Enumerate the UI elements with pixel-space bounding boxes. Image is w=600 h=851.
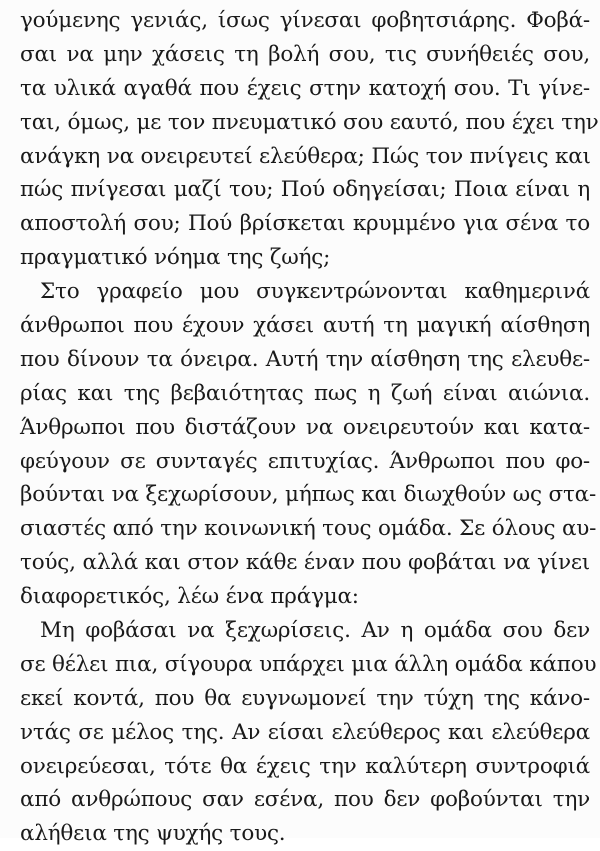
paragraph-3 xyxy=(20,614,597,851)
text-line: ρίας και της βεβαιότητας πως η ζωή είναι αιώνια. xyxy=(20,380,590,406)
text-line: διαφορετικός, λέω ένα πράγμα: xyxy=(20,584,359,610)
text-line: σιαστές από την κοινωνική τους ομάδα. Σε όλους αυ- xyxy=(20,516,597,542)
paragraph-2 xyxy=(20,275,597,614)
text-line: αλήθεια της ψυχής τους. xyxy=(20,821,286,847)
text-line: σε θέλει πια, σίγουρα υπάρχει μια άλλη ομάδα κάπου xyxy=(20,651,597,677)
text-line: Στο γραφείο μου συγκεντρώνονται καθημερινά xyxy=(40,279,590,305)
text-line: από ανθρώπους σαν εσένα, που δεν φοβούνται την xyxy=(20,787,590,813)
text-line: φεύγουν σε συνταγές επιτυχίας. Άνθρωποι που φο- xyxy=(20,448,590,474)
text-line: γούμενης γενιάς, ίσως γίνεσαι φοβητσιάρης. Φοβά- xyxy=(20,8,590,33)
text-line: ονειρεύεσαι, τότε θα έχεις την καλύτερη συντροφιά xyxy=(20,753,590,779)
paragraph-1 xyxy=(20,4,599,275)
text-line: Μη φοβάσαι να ξεχωρίσεις. Αν η ομάδα σου δεν xyxy=(40,618,590,644)
text-line: βούνται να ξεχωρίσουν, μήπως και διωχθούν ως στα- xyxy=(20,482,597,508)
text-line: εκεί κοντά, που θα ευγνωμονεί την τύχη της κάνο- xyxy=(20,685,590,711)
text-line: ανάγκη να ονειρευτεί ελεύθερα; Πώς τον πνίγεις και xyxy=(20,143,591,169)
body-text xyxy=(20,4,599,851)
text-line: τα υλικά αγαθά που έχεις στην κατοχή σου. Τι γίνε- xyxy=(20,75,590,101)
text-line: Άνθρωποι που διστάζουν να ονειρευτούν και κατα- xyxy=(20,414,590,440)
text-line: άνθρωποι που έχουν χάσει αυτή τη μαγική αίσθηση xyxy=(20,313,590,339)
text-line: ντάς σε μέλος της. Αν είσαι ελεύθερος και ελεύθερα xyxy=(20,719,590,745)
text-line: πώς πνίγεσαι μαζί του; Πού οδηγείσαι; Ποια είναι η xyxy=(20,177,590,203)
text-line: σαι να μην χάσεις τη βολή σου, τις συνήθειές σου, xyxy=(20,41,590,67)
text-line: αποστολή σου; Πού βρίσκεται κρυμμένο για σένα το xyxy=(20,211,590,237)
text-line: τούς, αλλά και στον κάθε έναν που φοβάται να γίνει xyxy=(20,550,590,576)
text-line: που δίνουν τα όνειρα. Αυτή την αίσθηση της ελευθε- xyxy=(20,346,590,372)
text-line: ται, όμως, με τον πνευματικό σου εαυτό, που έχει την xyxy=(20,109,599,135)
text-line: πραγματικό νόημα της ζωής; xyxy=(20,245,331,271)
